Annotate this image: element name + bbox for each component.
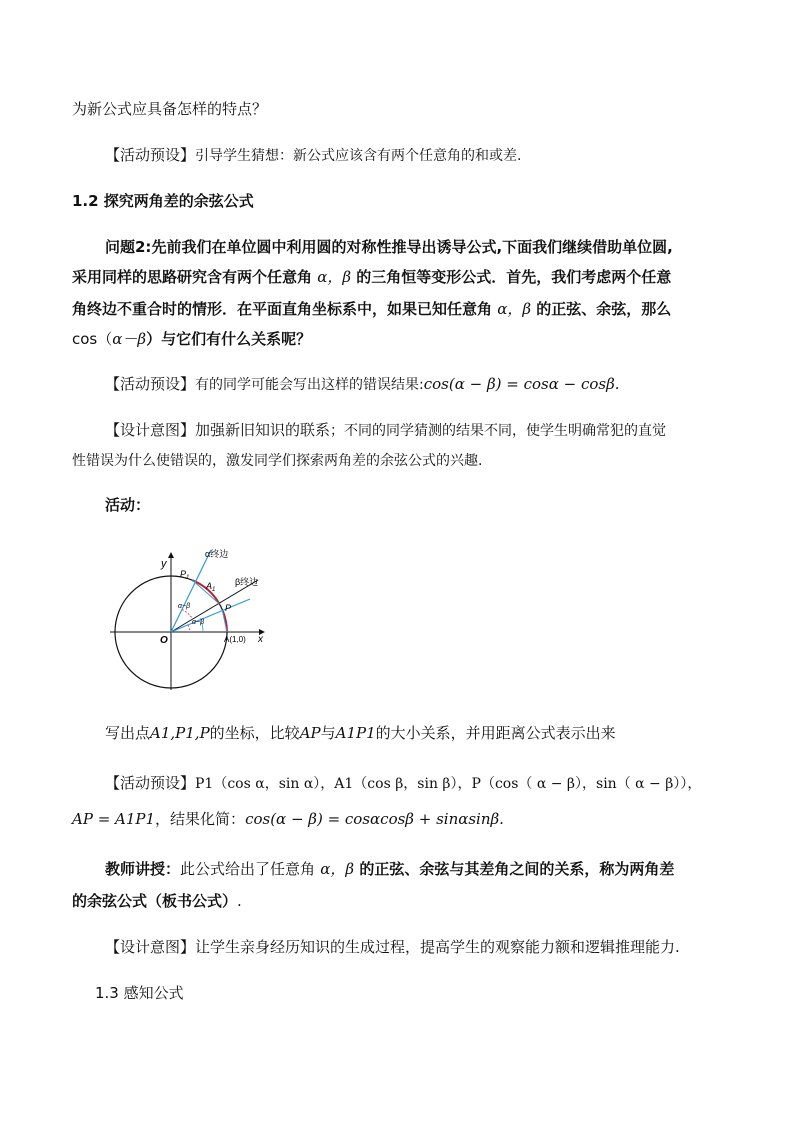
design-intent-2 — [105, 936, 680, 958]
ap-equals-a1p1: AP = A1P1 — [72, 810, 156, 828]
a1-label: $A_1$ — [206, 581, 216, 593]
alpha-beta: α，β — [317, 268, 352, 286]
point-coordinates: P1（cos α，sin α），A1（cos β，sin β），P（cos（ α − β），sin（ α − β））， — [195, 776, 702, 792]
activity-preset-1 — [105, 144, 521, 167]
points-a1-p1-p: A1,P1,P — [150, 724, 210, 742]
cosine-difference-formula: cos(α − β) = cosαcosβ + sinαsinβ. — [245, 810, 504, 828]
teacher-text: . — [237, 892, 242, 910]
activity-preset-3-line2 — [72, 808, 504, 830]
angle-label-1: α−β — [178, 603, 191, 610]
teacher-line2 — [72, 890, 242, 912]
teacher-line1 — [105, 858, 674, 880]
design-tag: 【设计意图】 — [105, 421, 196, 439]
teacher-text: 的正弦、余弦与其差角之间的关系，称为两角差 — [359, 860, 675, 878]
section-heading-1-2: 1.2 探究两角差的余弦公式 — [72, 192, 254, 210]
teacher-text: 的余弦公式（板书公式） — [72, 892, 238, 910]
design-text: 让学生亲身经历知识的生成过程，提高学生的观察能力额和逻辑推理能力. — [195, 938, 680, 956]
design-tag: 【设计意图】 — [105, 938, 196, 956]
design-intent-1-line2: 性错误为什么使错误的，激发同学们探索两角差的余弦公式的兴趣. — [72, 453, 483, 469]
question2-text2a: 采用同样的思路研究含有两个任意角 — [72, 268, 313, 286]
alpha-beta: α，β — [497, 300, 532, 318]
task-text: 的坐标，比较 — [209, 724, 300, 742]
question2-line4 — [72, 328, 311, 350]
question2-line2 — [72, 266, 671, 288]
task-text: 写出点 — [105, 724, 151, 742]
question2-label: 问题2: — [105, 238, 152, 256]
alpha-side-label: α终边 — [205, 549, 229, 559]
question2-text4c: ）与它们有什么关系呢？ — [146, 330, 312, 348]
preset-tag: 【活动预设】 — [105, 146, 196, 164]
teacher-label: 教师讲授： — [105, 860, 181, 878]
design-text: 加强新旧知识的联系 — [195, 421, 331, 439]
activity-label: 活动： — [105, 496, 151, 514]
p1-label: $P_1$ — [180, 569, 190, 581]
task-text: 与 — [320, 724, 336, 742]
question2-text1: 先前我们在单位圆中利用圆的对称性推导出诱导公式,下面我们继续借助单位圆, — [151, 238, 673, 256]
y-label: y — [161, 558, 167, 570]
p-label: P — [225, 603, 232, 613]
origin-label: O — [160, 635, 168, 646]
x-label: x — [258, 634, 263, 645]
section-heading-1-3: 1.3 感知公式 — [95, 984, 184, 1002]
a-point-label: A(1,0) — [224, 635, 246, 644]
angle-label-2: α−β — [192, 619, 205, 626]
question2-line1 — [105, 236, 673, 258]
task-line — [105, 722, 616, 744]
intro-line: 为新公式应具备怎样的特点？ — [72, 100, 268, 118]
segment-ap: AP — [299, 724, 321, 742]
question2-text2b: 的三角恒等变形公式．首先，我们考虑两个任意 — [356, 268, 672, 286]
cos-open: cos（ — [72, 330, 113, 348]
alpha-minus-beta: α－β — [112, 330, 147, 348]
question2-line3 — [72, 298, 671, 320]
wrong-formula: cos(α − β) = cosα − cosβ. — [423, 375, 620, 393]
preset-text: 有的同学可能会写出这样的错误结果: — [195, 377, 424, 393]
task-text: 的大小关系，并用距离公式表示出来 — [375, 724, 616, 742]
alpha-beta: α，β — [320, 860, 355, 878]
preset-text: ，结果化简： — [155, 810, 246, 828]
activity-preset-2 — [105, 373, 620, 396]
preset-tag: 【活动预设】 — [105, 774, 196, 792]
unit-circle-figure — [108, 545, 278, 695]
design-text: ；不同的同学猜测的结果不同，使学生明确常犯的直觉 — [330, 423, 667, 439]
teacher-text: 此公式给出了任意角 — [180, 860, 316, 878]
question2-text3b: 的正弦、余弦，那么 — [536, 300, 672, 318]
segment-a1p1: A1P1 — [335, 724, 376, 742]
beta-side-label: β终边 — [235, 577, 259, 587]
preset-tag: 【活动预设】 — [105, 375, 196, 393]
activity-preset-3-line1 — [105, 772, 701, 795]
question2-text3a: 角终边不重合时的情形．在平面直角坐标系中，如果已知任意角 — [72, 300, 493, 318]
design-intent-1-line1 — [105, 419, 666, 442]
angle-arc-1 — [182, 610, 192, 619]
preset-text: 引导学生猜想：新公式应该含有两个任意角的和或差. — [195, 148, 522, 164]
angle-arc-2 — [188, 625, 190, 632]
